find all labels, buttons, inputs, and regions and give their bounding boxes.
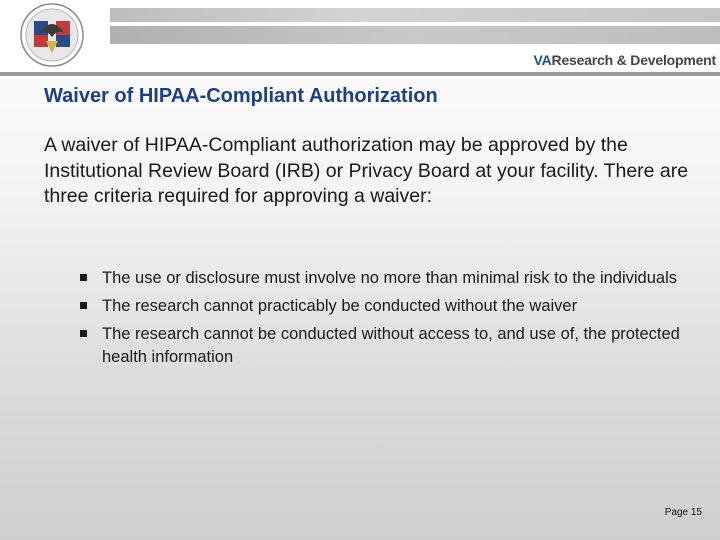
list-item xyxy=(80,295,690,318)
brand-prefix: VA xyxy=(533,52,552,68)
intro-paragraph: A waiver of HIPAA-Compliant authorization may be approved by the Institutional Review Board (IRB) or Privacy Board at your facility. There are three criteria required for approving a waiver: xyxy=(44,134,689,207)
list-item xyxy=(80,267,690,290)
list-item-text: The use or disclosure must involve no more than minimal risk to the individuals xyxy=(102,269,678,287)
square-bullet-icon xyxy=(80,302,87,309)
brand-rest: Research & Development xyxy=(551,52,716,68)
header-divider xyxy=(0,72,720,76)
list-item-text: The research cannot practicably be conducted without the waiver xyxy=(102,297,578,315)
va-research-development-logo xyxy=(534,52,716,68)
header-bar-middle xyxy=(110,26,720,44)
list-item-text: The research cannot be conducted without access to, and use of, the protected health information xyxy=(102,325,680,366)
page-number: Page 15 xyxy=(664,507,702,518)
slide-title: Waiver of HIPAA-Compliant Authorization xyxy=(44,85,438,107)
list-item xyxy=(80,323,690,369)
header-bar-top xyxy=(110,8,720,22)
slide-header xyxy=(0,0,720,78)
square-bullet-icon xyxy=(80,274,87,281)
square-bullet-icon xyxy=(80,330,87,337)
criteria-list xyxy=(80,267,690,374)
va-seal-logo-icon xyxy=(20,3,84,67)
